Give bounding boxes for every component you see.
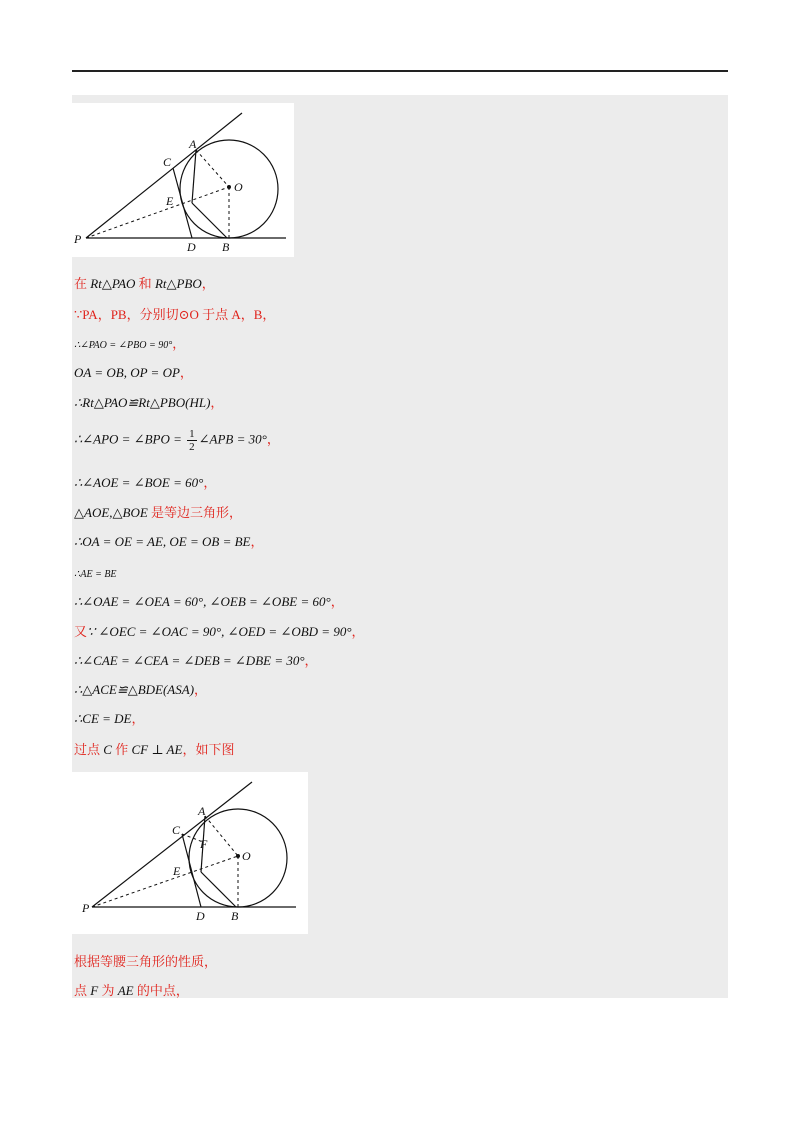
label-a: A: [198, 804, 206, 818]
label-d: D: [196, 909, 205, 923]
label-d: D: [187, 240, 196, 254]
label-o: O: [234, 180, 243, 194]
proof-line-14: ∴△ACE≌△BDE(ASA)，: [74, 682, 208, 697]
proof-line-16: 过点 C 作 CF ⊥ AE，如下图: [74, 742, 235, 757]
proof-line-13: ∴∠CAE = ∠CEA = ∠DEB = ∠DBE = 30°，: [74, 653, 318, 668]
label-c: C: [172, 823, 181, 837]
header-rule: [72, 70, 728, 72]
proof-line-18: 点 F 为 AE 的中点，: [74, 983, 189, 998]
proof-line-2: ∵PA，PB，分别切⊙O 于点 A，B，: [74, 307, 276, 322]
proof-line-9: ∴OA = OE = AE, OE = OB = BE，: [74, 534, 264, 549]
proof-line-4: OA = OB, OP = OP，: [74, 365, 193, 380]
label-p: P: [82, 901, 90, 915]
label-e: E: [173, 864, 181, 878]
label-a: A: [189, 137, 197, 151]
figure-1-diagram: [72, 103, 294, 257]
proof-line-6: ∴∠APO = ∠BPO = $\frac{1}{2}$ ∠APB = 30°，: [74, 428, 280, 453]
tangent-line-pa: [86, 113, 242, 238]
proof-line-10: ∴AE = BE: [74, 569, 117, 580]
label-b: B: [222, 240, 230, 254]
label-b: B: [231, 909, 239, 923]
proof-line-11: ∴∠OAE = ∠OEA = 60°, ∠OEB = ∠OBE = 60°，: [74, 594, 344, 609]
label-o: O: [242, 849, 251, 863]
segment-cd: [173, 168, 192, 238]
proof-line-15: ∴CE = DE，: [74, 711, 145, 726]
label-p: P: [74, 232, 82, 246]
label-c: C: [163, 155, 172, 169]
proof-line-3: ∴∠PAO = ∠PBO = 90°，: [74, 336, 186, 351]
proof-line-8: △AOE,△BOE 是等边三角形，: [74, 505, 243, 520]
geometry-figure-2: [72, 772, 308, 934]
proof-line-17: 根据等腰三角形的性质，: [74, 954, 218, 969]
geometry-figure-1: [72, 103, 294, 257]
label-e: E: [166, 194, 174, 208]
proof-line-1: 在 Rt△PAO 和 Rt△PBO，: [74, 276, 215, 291]
proof-line-5: ∴Rt△PAO≌Rt△PBO(HL)，: [74, 395, 224, 410]
fraction-one-half: $\frac{1}{2}$: [189, 428, 195, 453]
proof-line-7: ∴∠AOE = ∠BOE = 60°，: [74, 475, 217, 490]
proof-line-12: 又∵ ∠OEC = ∠OAC = 90°, ∠OED = ∠OBD = 90°，: [74, 624, 365, 639]
figure-2-diagram: [72, 772, 308, 934]
label-f: F: [200, 837, 208, 851]
